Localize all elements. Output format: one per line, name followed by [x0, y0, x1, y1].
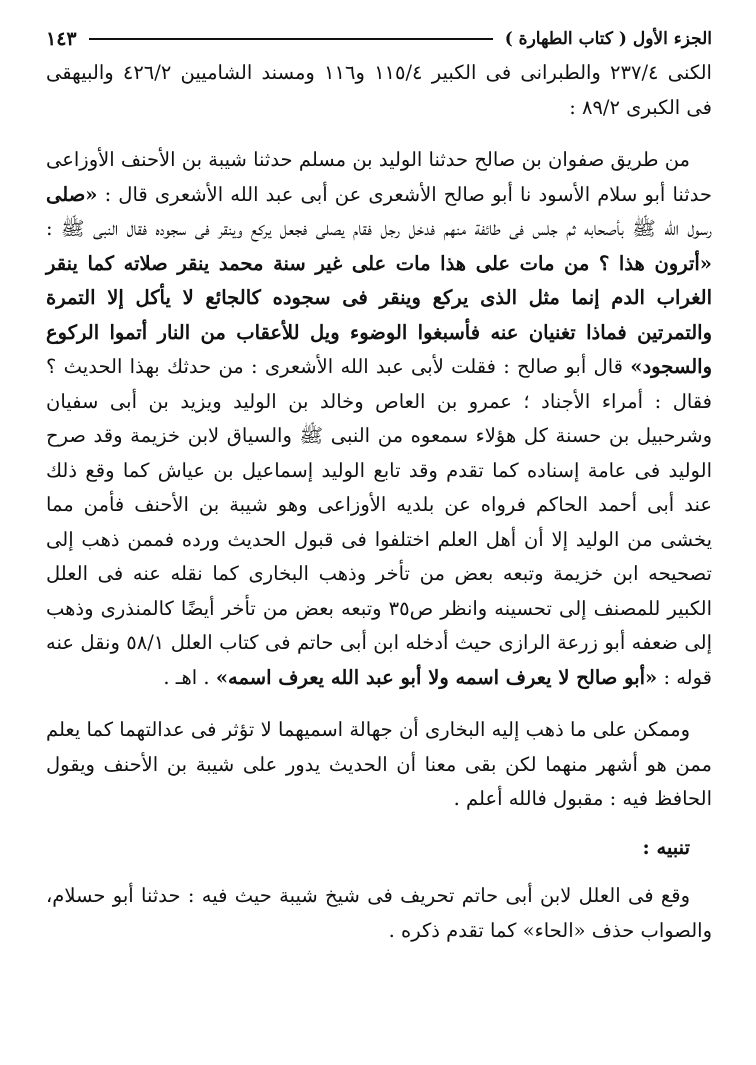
abu-zura-quote: «أبو صالح لا يعرف اسمه ولا أبو عبد الله يعرف اسمه» — [215, 665, 658, 689]
paragraph-end: . اهـ . — [163, 665, 210, 689]
document-page — [46, 22, 712, 948]
notice-text: وقع فى العلل لابن أبى حاتم تحريف فى شيخ شيبة حيث فيه : حدثنا أبو حسلام، والصواب حذف «الحاء» كما تقدم ذكره . — [46, 884, 712, 942]
conclusion-text: وممكن على ما ذهب إليه البخارى أن جهالة اسميهما لا تؤثر فى عدالتهما كما يعلم ممن هو أشهر منهما لكن بقى معنا أن الحديث يدور على شيبة بن الأحنف ويقول الحافظ فيه : مقبول فالله أعلم . — [46, 718, 712, 810]
hadith-narration: رسول الله ﷺ بأصحابه ثم جلس فى طائفة منهم فدخل رجل فقام يصلى فجعل يركع وينقر فى سجوده فقال النبى ﷺ : — [46, 217, 712, 240]
paragraph-conclusion — [46, 713, 712, 817]
paragraph-notice — [46, 879, 712, 948]
hadith-text: «أترون هذا ؟ من مات على هذا مات على غير سنة محمد ينقر صلاته كما ينقر الغراب الدم إنما مثل الذى يركع وينقر فى سجوده كالجائع لا يأكل إلا التمرة والتمرتين فماذا تغنيان عنه فأسبغوا الوضوء ويل للأعقاب من النار أتموا الركوع والسجود» — [46, 251, 712, 378]
paragraph-hadith — [46, 143, 712, 695]
notice-heading: تنبيه : — [642, 835, 690, 859]
header-rule — [89, 38, 493, 40]
citations-text: الكنى ٢٣٧/٤ والطبرانى فى الكبير ١١٥/٤ و١١٦ ومسند الشاميين ٤٢٦/٢ والبيهقى فى الكبرى ٨٩/٢ : — [46, 61, 712, 119]
page-header — [46, 22, 712, 56]
chain-intro: من طريق صفوان بن صالح حدثنا الوليد بن مسلم حدثنا شيبة بن الأحنف الأوزاعى حدثنا أبو سلام الأسود نا أبو صالح الأشعرى عن أبى عبد الله الأشعرى قال : — [46, 148, 712, 206]
page-number: ١٤٣ — [46, 28, 77, 50]
running-title: الجزء الأول ( كتاب الطهارة ) — [504, 29, 712, 49]
paragraph-citations — [46, 56, 712, 125]
hadith-opening: «صلى — [46, 182, 98, 206]
hadith-commentary: قال أبو صالح : فقلت لأبى عبد الله الأشعرى : من حدثك بهذا الحديث ؟ فقال : أمراء الأجناد ؛ عمرو بن العاص وخالد بن الوليد ويزيد بن أبى سفيان وشرحبيل بن حسنة كل هؤلاء سمعوه من النبى ﷺ والسياق لابن خزيمة وقد صرح الوليد فى عامة إسناده كما تقدم وقد تابع الوليد إسماعيل بن عياش كما وقع ذلك عند أبى أحمد الحاكم فرواه عن بلديه الأوزاعى وهو شيبة بن الأحنف فأمن مما يخشى من الوليد إلا أن أهل العلم اختلفوا فى قبول الحديث ورده فممن ذهب إلى تصحيحه ابن خزيمة وتبعه بعض من تأخر وذهب البخارى كما نقله عنه فى العلل الكبير للمصنف إلى تحسينه وانظر ص٣٥ وتبعه بعض من تأخر أيضًا كالمنذرى وذهب إلى ضعفه أبو زرعة الرازى حيث أدخله ابن أبى حاتم فى كتاب العلل ٥٨/١ ونقل عنه قوله : — [46, 355, 712, 689]
